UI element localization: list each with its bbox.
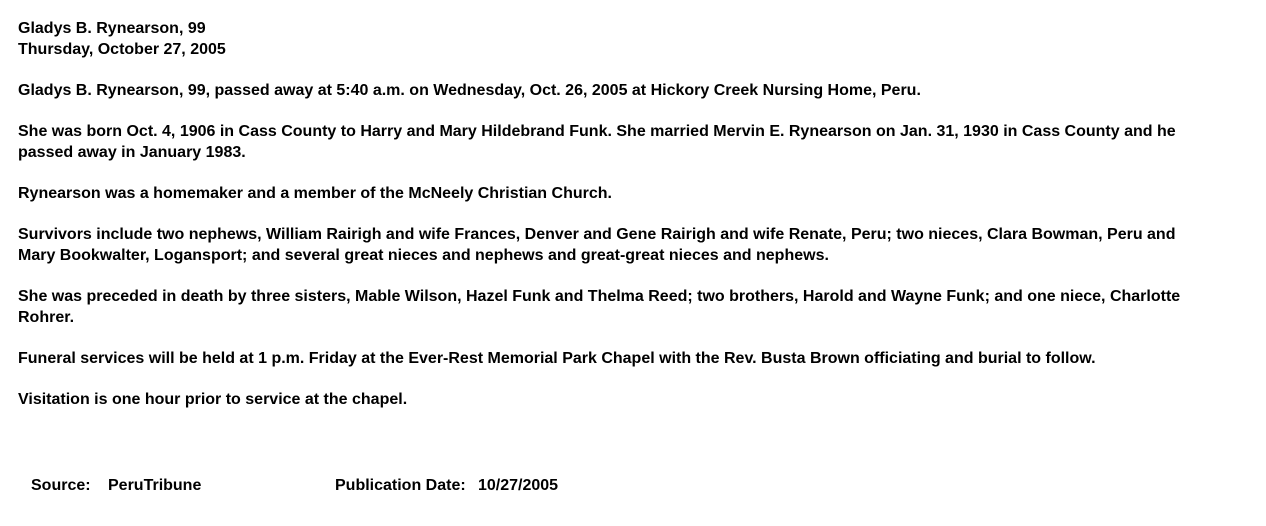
- source-value: PeruTribune: [108, 477, 202, 494]
- obituary-name: Gladys B. Rynearson, 99: [18, 20, 206, 37]
- spacer: [18, 266, 1254, 286]
- publication-date-value: 10/27/2005: [478, 477, 559, 494]
- spacer: [18, 60, 1254, 80]
- source-label: Source:: [31, 477, 91, 494]
- paragraph-line: She was born Oct. 4, 1906 in Cass County to Harry and Mary Hildebrand Funk. She married Mervin E. Rynearson on Jan. 31, 1930 in Cass County and he: [18, 123, 1176, 140]
- paragraph-visitation: Visitation is one hour prior to service at the chapel.: [18, 391, 408, 408]
- paragraph-preceded: [18, 286, 1254, 328]
- paragraph-line: Survivors include two nephews, William Rairigh and wife Frances, Denver and Gene Rairigh and wife Renate, Peru; two nieces, Clara Bowman, Peru and: [18, 226, 1176, 243]
- spacer: [18, 328, 1254, 348]
- spacer: [18, 204, 1254, 224]
- paragraph-line: Mary Bookwalter, Logansport; and several great nieces and nephews and great-great nieces and nephews.: [18, 247, 829, 264]
- source-footer: [31, 475, 731, 496]
- obituary-document: [18, 18, 1254, 410]
- paragraph-line: Rohrer.: [18, 309, 75, 326]
- spacer: [18, 369, 1254, 389]
- paragraph-survivors: [18, 224, 1254, 266]
- publication-date-label: Publication Date:: [335, 477, 466, 494]
- spacer: [18, 163, 1254, 183]
- paragraph-death: Gladys B. Rynearson, 99, passed away at 5:40 a.m. on Wednesday, Oct. 26, 2005 at Hickory Creek Nursing Home, Peru.: [18, 82, 921, 99]
- paragraph-funeral: Funeral services will be held at 1 p.m. Friday at the Ever-Rest Memorial Park Chapel with the Rev. Busta Brown officiating and burial to follow.: [18, 350, 1096, 367]
- spacer: [18, 101, 1254, 121]
- paragraph-occupation: Rynearson was a homemaker and a member of the McNeely Christian Church.: [18, 185, 612, 202]
- obituary-date: Thursday, October 27, 2005: [18, 41, 226, 58]
- paragraph-birth-marriage: [18, 121, 1254, 163]
- paragraph-line: She was preceded in death by three sisters, Mable Wilson, Hazel Funk and Thelma Reed; two brothers, Harold and Wayne Funk; and one niece, Charlotte: [18, 288, 1181, 305]
- paragraph-line: passed away in January 1983.: [18, 144, 246, 161]
